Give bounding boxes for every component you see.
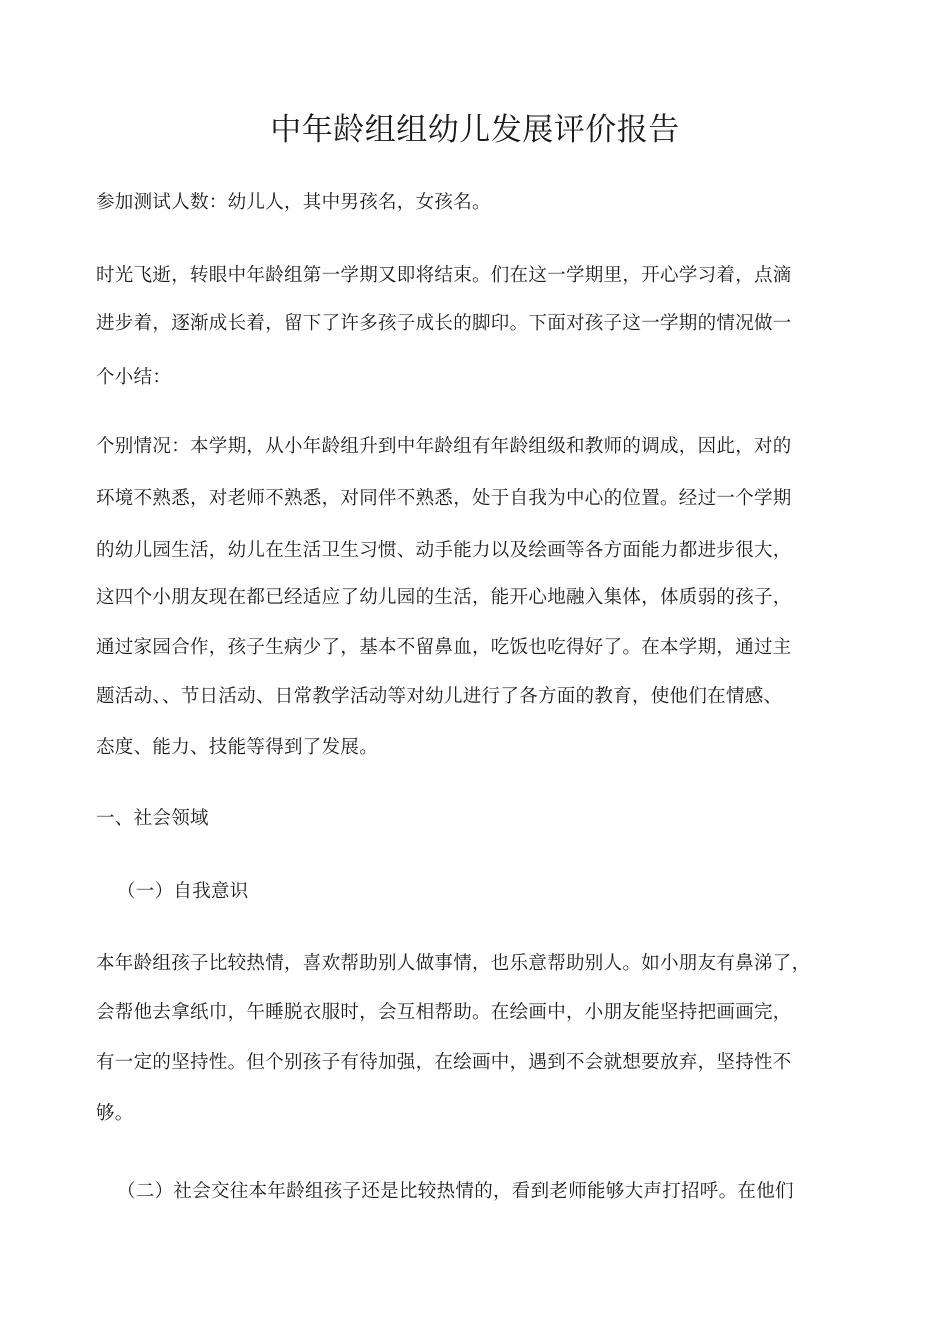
self-awareness-line-4: 够。	[96, 1103, 134, 1124]
intro-line-3: 个小结：	[96, 367, 172, 388]
document-title: 中年龄组组幼儿发展评价报告	[270, 112, 680, 148]
intro-line-2: 进步着，逐渐成长着，留下了许多孩子成长的脚印。下面对孩子这一学期的情况做一	[96, 313, 792, 334]
participants-line: 参加测试人数：幼儿人，其中男孩名，女孩名。	[96, 192, 491, 213]
subsection2-line: （二）社会交往本年龄组孩子还是比较热情的，看到老师能够大声打招呼。在他们	[117, 1181, 794, 1202]
self-awareness-line-3: 有一定的坚持性。但个别孩子有待加强，在绘画中，遇到不会就想要放弃，坚持性不	[96, 1052, 792, 1073]
intro-line-1: 时光飞逝，转眼中年龄组第一学期又即将结束。们在这一学期里，开心学习着，点滴	[96, 265, 792, 286]
self-awareness-line-2: 会帮他去拿纸巾，午睡脱衣服时，会互相帮助。在绘画中，小朋友能坚持把画画完，	[96, 1002, 792, 1023]
individual-line-3: 的幼儿园生活，幼儿在生活卫生习惯、动手能力以及绘画等各方面能力都进步很大，	[96, 540, 792, 561]
individual-line-2: 环境不熟悉，对老师不熟悉，对同伴不熟悉，处于自我为中心的位置。经过一个学期	[96, 488, 792, 509]
individual-line-5: 通过家园合作，孩子生病少了，基本不留鼻血，吃饭也吃得好了。在本学期，通过主	[96, 637, 792, 658]
individual-line-1: 个别情况：本学期，从小年龄组升到中年龄组有年龄组级和教师的调成，因此，对的	[96, 436, 792, 457]
individual-line-6: 题活动、、节日活动、日常教学活动等对幼儿进行了各方面的教育，使他们在情感、	[96, 686, 783, 707]
individual-line-4: 这四个小朋友现在都已经适应了幼儿园的生活，能开心地融入集体，体质弱的孩子，	[96, 587, 792, 608]
individual-line-7: 态度、能力、技能等得到了发展。	[96, 737, 379, 758]
section1-heading: 一、社会领域	[96, 808, 209, 829]
subsection1-heading: （一）自我意识	[117, 881, 249, 902]
self-awareness-line-1: 本年龄组孩子比较热情，喜欢帮助别人做事情，也乐意帮助别人。如小朋友有鼻涕了，	[96, 953, 811, 974]
